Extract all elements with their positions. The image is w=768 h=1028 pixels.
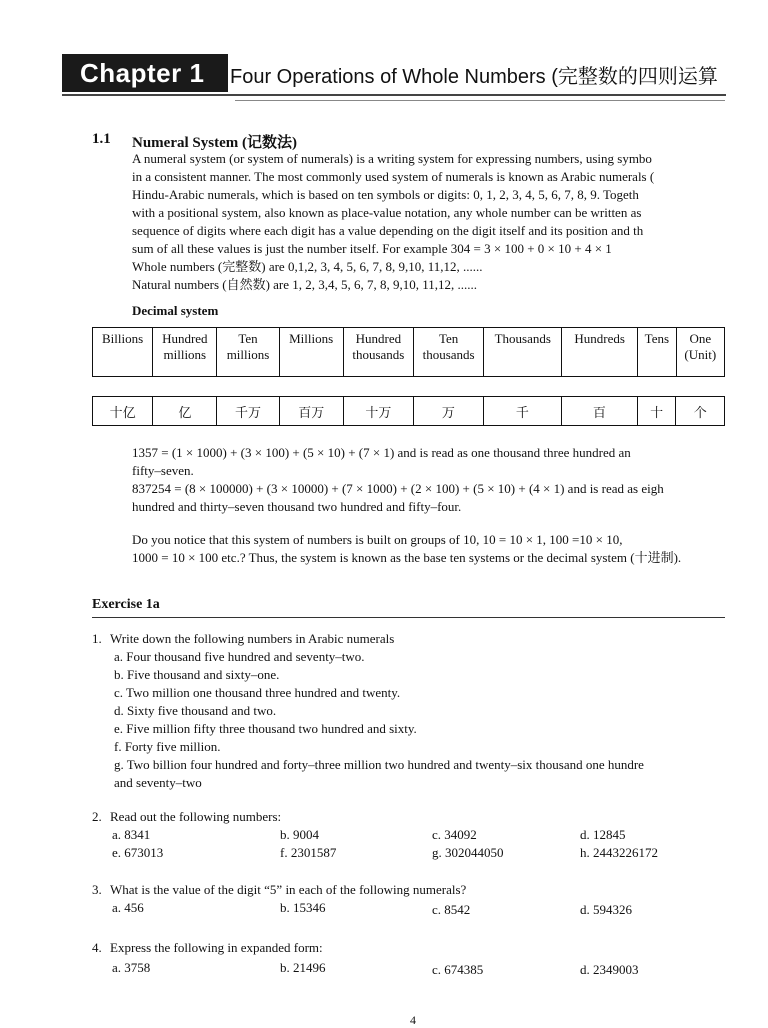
answer-option: c. 8542 xyxy=(432,902,471,917)
answer-option: d. 594326 xyxy=(580,902,632,917)
question-number: 1. xyxy=(92,631,102,646)
example-line: 837254 = (8 × 100000) + (3 × 10000) + (7 × 1000) + (2 × 100) + (5 × 10) + (4 × 1) and is read as eigh xyxy=(132,481,664,496)
place-cell: Thousands xyxy=(484,328,562,377)
chinese-place-table xyxy=(92,396,725,426)
chinese-place-cell: 十万 xyxy=(343,397,413,426)
paragraph-line: Whole numbers (完整数) are 0,1,2, 3, 4, 5, 6, 7, 8, 9,10, 11,12, ...... xyxy=(132,259,483,274)
question-number: 2. xyxy=(92,809,102,824)
answer-option: b. 9004 xyxy=(280,827,319,842)
place-cell: Hundred millions xyxy=(153,328,217,377)
paragraph-line: sequence of digits where each digit has a value depending on the digit itself and its position and th xyxy=(132,223,644,238)
chinese-place-cell: 千 xyxy=(483,397,561,426)
question-item: e. Five million fifty three thousand two hundred and sixty. xyxy=(114,721,417,736)
place-cell: Billions xyxy=(93,328,153,377)
answer-option: e. 673013 xyxy=(112,845,164,860)
example-line: 1000 = 10 × 100 etc.? Thus, the system is known as the base ten systems or the decimal system (十进制). xyxy=(132,550,682,565)
page-number: 4 xyxy=(410,1013,416,1027)
chinese-place-cell: 万 xyxy=(413,397,483,426)
place-cell: Millions xyxy=(279,328,343,377)
answer-option: d. 12845 xyxy=(580,827,626,842)
answer-option: c. 34092 xyxy=(432,827,477,842)
paragraph-line: sum of all these values is just the number itself. For example 304 = 3 × 100 + 0 × 10 + 4 × 1 xyxy=(132,241,612,256)
answer-option: b. 21496 xyxy=(280,960,326,975)
answer-option: b. 15346 xyxy=(280,900,326,915)
question-item: a. Four thousand five hundred and seventy–two. xyxy=(114,649,365,664)
question-item: g. Two billion four hundred and forty–three million two hundred and twenty–six thousand one hundre xyxy=(114,757,644,772)
chinese-place-cell: 十亿 xyxy=(93,397,153,426)
paragraph-line: with a positional system, also known as place-value notation, any whole number can be written as xyxy=(132,205,642,220)
place-cell: One (Unit) xyxy=(676,328,724,377)
question-text: Read out the following numbers: xyxy=(110,809,282,824)
example-line: fifty–seven. xyxy=(132,463,194,478)
question-item: d. Sixty five thousand and two. xyxy=(114,703,277,718)
question-text: Write down the following numbers in Arabic numerals xyxy=(110,631,395,646)
place-value-table xyxy=(92,327,725,377)
chinese-place-cell: 亿 xyxy=(153,397,217,426)
place-cell: Tens xyxy=(638,328,676,377)
exercise-title: Exercise 1a xyxy=(92,597,160,612)
place-cell: Ten millions xyxy=(217,328,279,377)
decimal-system-label: Decimal system xyxy=(132,303,219,318)
chapter-label: Chapter 1 xyxy=(72,57,212,89)
header-divider xyxy=(62,94,726,96)
answer-option: h. 2443226172 xyxy=(580,845,658,860)
chinese-place-cell: 个 xyxy=(676,397,725,426)
exercise-divider xyxy=(92,617,725,618)
section-title: Numeral System (记数法) xyxy=(132,135,297,151)
answer-option: f. 2301587 xyxy=(280,845,337,860)
paragraph-line: Natural numbers (自然数) are 1, 2, 3,4, 5, 6, 7, 8, 9,10, 11,12, ...... xyxy=(132,277,478,292)
paragraph-line: Hindu-Arabic numerals, which is based on ten symbols or digits: 0, 1, 2, 3, 4, 5, 6, 7, 8, 9. Togeth xyxy=(132,187,639,202)
chinese-place-cell: 百 xyxy=(561,397,637,426)
question-number: 4. xyxy=(92,940,102,955)
example-line: hundred and thirty–seven thousand two hundred and fifty–four. xyxy=(132,499,462,514)
question-item: f. Forty five million. xyxy=(114,739,221,754)
question-item: c. Two million one thousand three hundred and twenty. xyxy=(114,685,401,700)
place-cell: Hundreds xyxy=(562,328,638,377)
example-line: Do you notice that this system of numbers is built on groups of 10, 10 = 10 × 1, 100 =10 × 10, xyxy=(132,532,623,547)
place-cell: Hundred thousands xyxy=(343,328,413,377)
answer-option: c. 674385 xyxy=(432,962,484,977)
question-item: b. Five thousand and sixty–one. xyxy=(114,667,280,682)
paragraph-line: A numeral system (or system of numerals) is a writing system for expressing numbers, using symbo xyxy=(132,151,652,166)
chinese-place-cell: 十 xyxy=(637,397,676,426)
question-text: What is the value of the digit “5” in each of the following numerals? xyxy=(110,882,467,897)
chinese-place-cell: 百万 xyxy=(279,397,343,426)
chapter-title: Four Operations of Whole Numbers (完整数的四则运算 xyxy=(230,66,718,88)
paragraph-line: in a consistent manner. The most commonly used system of numerals is known as Arabic numerals ( xyxy=(132,169,655,184)
section-number: 1.1 xyxy=(92,131,111,147)
place-cell: Ten thousands xyxy=(413,328,483,377)
answer-option: a. 8341 xyxy=(112,827,151,842)
chinese-place-cell: 千万 xyxy=(217,397,279,426)
answer-option: d. 2349003 xyxy=(580,962,639,977)
question-text: Express the following in expanded form: xyxy=(110,940,323,955)
answer-option: a. 456 xyxy=(112,900,144,915)
answer-option: a. 3758 xyxy=(112,960,151,975)
example-line: 1357 = (1 × 1000) + (3 × 100) + (5 × 10) + (7 × 1) and is read as one thousand three hundred an xyxy=(132,445,631,460)
question-number: 3. xyxy=(92,882,102,897)
answer-option: g. 302044050 xyxy=(432,845,504,860)
question-item: and seventy–two xyxy=(114,775,202,790)
header-divider-thin xyxy=(235,100,725,101)
